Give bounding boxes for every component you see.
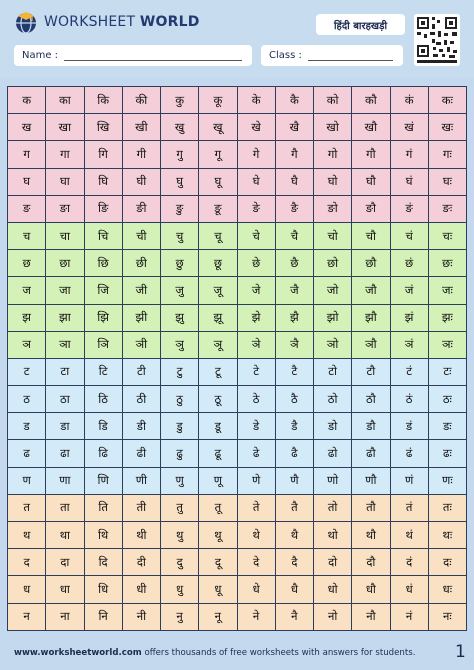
letter-cell: ञि — [84, 331, 122, 358]
letter-cell: नः — [428, 603, 466, 630]
letter-cell: नै — [275, 603, 313, 630]
letter-cell: खी — [122, 114, 160, 141]
letter-cell: चा — [46, 222, 84, 249]
letter-cell: ञो — [314, 331, 352, 358]
letter-cell: ड — [8, 413, 46, 440]
letter-cell: दः — [428, 549, 466, 576]
letter-cell: जि — [84, 277, 122, 304]
letter-cell: चौ — [352, 222, 390, 249]
letter-cell: ञः — [428, 331, 466, 358]
letter-cell: कः — [428, 87, 466, 114]
table-row — [8, 304, 467, 331]
letter-cell: छै — [275, 250, 313, 277]
letter-cell: छा — [46, 250, 84, 277]
letter-cell: त — [8, 494, 46, 521]
letter-cell: जः — [428, 277, 466, 304]
letter-cell: टू — [199, 358, 237, 385]
letter-cell: ढः — [428, 440, 466, 467]
letter-cell: झू — [199, 304, 237, 331]
letter-cell: डो — [314, 413, 352, 440]
letter-cell: ढे — [237, 440, 275, 467]
header — [0, 0, 474, 78]
letter-cell: ङै — [275, 195, 313, 222]
letter-cell: दि — [84, 549, 122, 576]
letter-cell: ठ — [8, 386, 46, 413]
globe-logo-icon — [14, 10, 38, 34]
letter-cell: झा — [46, 304, 84, 331]
letter-cell: घू — [199, 168, 237, 195]
letter-cell: खै — [275, 114, 313, 141]
logo[interactable] — [14, 9, 200, 35]
letter-cell: जं — [390, 277, 428, 304]
letter-cell: थै — [275, 522, 313, 549]
letter-cell: टा — [46, 358, 84, 385]
letter-cell: खु — [161, 114, 199, 141]
letter-cell: ङे — [237, 195, 275, 222]
letter-cell: ठी — [122, 386, 160, 413]
letter-cell: णः — [428, 467, 466, 494]
table-row — [8, 603, 467, 630]
letter-cell: घी — [122, 168, 160, 195]
letter-cell: डु — [161, 413, 199, 440]
letter-cell: गि — [84, 141, 122, 168]
letter-cell: ढौ — [352, 440, 390, 467]
letter-cell: ञै — [275, 331, 313, 358]
letter-cell: धो — [314, 576, 352, 603]
letter-cell: कं — [390, 87, 428, 114]
letter-cell: टि — [84, 358, 122, 385]
letter-cell: गै — [275, 141, 313, 168]
letter-cell: ति — [84, 494, 122, 521]
letter-cell: धू — [199, 576, 237, 603]
letter-cell: झै — [275, 304, 313, 331]
letter-cell: टौ — [352, 358, 390, 385]
letter-cell: को — [314, 87, 352, 114]
letter-cell: दी — [122, 549, 160, 576]
letter-cell: खौ — [352, 114, 390, 141]
letter-cell: ची — [122, 222, 160, 249]
letter-cell: णे — [237, 467, 275, 494]
letter-cell: ञौ — [352, 331, 390, 358]
footer-url[interactable]: www.worksheetworld.com — [14, 648, 142, 658]
table-row — [8, 331, 467, 358]
letter-cell: दौ — [352, 549, 390, 576]
letter-cell: झौ — [352, 304, 390, 331]
letter-cell: टो — [314, 358, 352, 385]
letter-cell: डौ — [352, 413, 390, 440]
letter-cell: घ — [8, 168, 46, 195]
letter-cell: चू — [199, 222, 237, 249]
letter-cell: खे — [237, 114, 275, 141]
letter-cell: कि — [84, 87, 122, 114]
letter-cell: ञे — [237, 331, 275, 358]
letter-cell: धि — [84, 576, 122, 603]
letter-cell: गे — [237, 141, 275, 168]
letter-cell: क — [8, 87, 46, 114]
letter-cell: घौ — [352, 168, 390, 195]
letter-cell: नौ — [352, 603, 390, 630]
letter-cell: डै — [275, 413, 313, 440]
table-row — [8, 250, 467, 277]
letter-cell: गौ — [352, 141, 390, 168]
letter-cell: गो — [314, 141, 352, 168]
letter-cell: डे — [237, 413, 275, 440]
letter-cell: दा — [46, 549, 84, 576]
letter-cell: खि — [84, 114, 122, 141]
letter-cell: ङा — [46, 195, 84, 222]
logo-text: WORKSHEET WORLD — [44, 14, 200, 30]
letter-cell: दं — [390, 549, 428, 576]
letter-cell: तू — [199, 494, 237, 521]
table-row — [8, 522, 467, 549]
letter-cell: डः — [428, 413, 466, 440]
letter-cell: ठो — [314, 386, 352, 413]
letter-cell: गा — [46, 141, 84, 168]
letter-cell: णौ — [352, 467, 390, 494]
letter-cell: णी — [122, 467, 160, 494]
letter-cell: ढू — [199, 440, 237, 467]
letter-cell: ङी — [122, 195, 160, 222]
letter-cell: छि — [84, 250, 122, 277]
letter-cell: नं — [390, 603, 428, 630]
letter-cell: झः — [428, 304, 466, 331]
letter-cell: घि — [84, 168, 122, 195]
letter-cell: चो — [314, 222, 352, 249]
letter-cell: तं — [390, 494, 428, 521]
letter-cell: छे — [237, 250, 275, 277]
table-row — [8, 87, 467, 114]
letter-cell: छी — [122, 250, 160, 277]
letter-cell: दे — [237, 549, 275, 576]
letter-cell: कौ — [352, 87, 390, 114]
letter-cell: जू — [199, 277, 237, 304]
letter-cell: ज — [8, 277, 46, 304]
letter-cell: ङु — [161, 195, 199, 222]
letter-cell: घं — [390, 168, 428, 195]
letter-cell: नु — [161, 603, 199, 630]
letter-cell: ध — [8, 576, 46, 603]
letter-cell: ठे — [237, 386, 275, 413]
letter-cell: णि — [84, 467, 122, 494]
letter-cell: डी — [122, 413, 160, 440]
footer-tagline: offers thousands of free worksheets with answers for students. — [141, 648, 416, 658]
letter-cell: ती — [122, 494, 160, 521]
letter-cell: थे — [237, 522, 275, 549]
letter-cell: ञं — [390, 331, 428, 358]
letter-cell: झं — [390, 304, 428, 331]
letter-cell: गु — [161, 141, 199, 168]
letter-cell: ट — [8, 358, 46, 385]
table-row — [8, 386, 467, 413]
letter-cell: थी — [122, 522, 160, 549]
letter-cell: नो — [314, 603, 352, 630]
letter-cell: झ — [8, 304, 46, 331]
letter-cell: ढ — [8, 440, 46, 467]
letter-cell: तै — [275, 494, 313, 521]
letter-cell: ञ — [8, 331, 46, 358]
letter-cell: डू — [199, 413, 237, 440]
letter-cell: घु — [161, 168, 199, 195]
letter-cell: की — [122, 87, 160, 114]
letter-cell: नि — [84, 603, 122, 630]
letter-cell: ढु — [161, 440, 199, 467]
letter-cell: धः — [428, 576, 466, 603]
letter-cell: टी — [122, 358, 160, 385]
letter-cell: ढी — [122, 440, 160, 467]
footer-text — [14, 648, 415, 658]
letter-cell: चः — [428, 222, 466, 249]
letter-cell: तौ — [352, 494, 390, 521]
letter-cell: दू — [199, 549, 237, 576]
table-row — [8, 358, 467, 385]
letter-cell: जै — [275, 277, 313, 304]
letter-cell: थ — [8, 522, 46, 549]
letter-cell: थु — [161, 522, 199, 549]
letter-cell: तो — [314, 494, 352, 521]
class-field[interactable] — [261, 45, 403, 66]
letter-cell: थं — [390, 522, 428, 549]
letter-cell: द — [8, 549, 46, 576]
letter-cell: था — [46, 522, 84, 549]
letter-cell: चे — [237, 222, 275, 249]
letter-cell: ङो — [314, 195, 352, 222]
letter-cell: धै — [275, 576, 313, 603]
table-row — [8, 195, 467, 222]
letter-cell: डा — [46, 413, 84, 440]
page-number: 1 — [455, 642, 466, 662]
letter-cell: जी — [122, 277, 160, 304]
name-line[interactable] — [64, 51, 242, 61]
qr-code-icon[interactable] — [414, 14, 460, 66]
letter-cell: ढं — [390, 440, 428, 467]
letter-cell: ढि — [84, 440, 122, 467]
letter-cell: न — [8, 603, 46, 630]
letter-cell: धी — [122, 576, 160, 603]
name-field[interactable] — [14, 45, 252, 66]
letter-cell: झु — [161, 304, 199, 331]
letter-cell: ङं — [390, 195, 428, 222]
letter-cell: खं — [390, 114, 428, 141]
letter-cell: ढै — [275, 440, 313, 467]
letter-cell: जु — [161, 277, 199, 304]
table-row — [8, 576, 467, 603]
letter-cell: घो — [314, 168, 352, 195]
letter-cell: घे — [237, 168, 275, 195]
letter-cell: ठौ — [352, 386, 390, 413]
letter-cell: कू — [199, 87, 237, 114]
letter-cell: ढा — [46, 440, 84, 467]
letter-cell: डं — [390, 413, 428, 440]
table-row — [8, 168, 467, 195]
letter-cell: ञु — [161, 331, 199, 358]
letter-cell: घः — [428, 168, 466, 195]
letter-cell: ठं — [390, 386, 428, 413]
letter-cell: णु — [161, 467, 199, 494]
letter-cell: नी — [122, 603, 160, 630]
letter-cell: दो — [314, 549, 352, 576]
letter-cell: नू — [199, 603, 237, 630]
letter-cell: ग — [8, 141, 46, 168]
letter-cell: ङ — [8, 195, 46, 222]
letter-cell: ते — [237, 494, 275, 521]
letter-cell: थि — [84, 522, 122, 549]
letter-cell: च — [8, 222, 46, 249]
letter-cell: ना — [46, 603, 84, 630]
letter-cell: खा — [46, 114, 84, 141]
letter-cell: ढो — [314, 440, 352, 467]
table-row — [8, 467, 467, 494]
letter-cell: छु — [161, 250, 199, 277]
letter-cell: जौ — [352, 277, 390, 304]
letter-cell: तु — [161, 494, 199, 521]
letter-cell: ने — [237, 603, 275, 630]
letter-cell: दै — [275, 549, 313, 576]
letter-cell: णं — [390, 467, 428, 494]
letter-cell: णै — [275, 467, 313, 494]
name-label: Name : — [22, 50, 59, 61]
letter-cell: ञी — [122, 331, 160, 358]
letter-cell: धं — [390, 576, 428, 603]
letter-cell: ङि — [84, 195, 122, 222]
letter-cell: ठि — [84, 386, 122, 413]
letter-cell: छू — [199, 250, 237, 277]
letter-cell: ठः — [428, 386, 466, 413]
letter-cell: ठै — [275, 386, 313, 413]
letter-cell: टं — [390, 358, 428, 385]
letter-cell: चु — [161, 222, 199, 249]
letter-cell: झे — [237, 304, 275, 331]
table-row — [8, 114, 467, 141]
letter-cell: छः — [428, 250, 466, 277]
letter-cell: ख — [8, 114, 46, 141]
letter-cell: धे — [237, 576, 275, 603]
letter-cell: कु — [161, 87, 199, 114]
footer — [0, 638, 474, 670]
letter-cell: ठु — [161, 386, 199, 413]
table-row — [8, 413, 467, 440]
letter-cell: ण — [8, 467, 46, 494]
letter-cell: झी — [122, 304, 160, 331]
letter-cell: टु — [161, 358, 199, 385]
barahkhadi-table — [7, 86, 467, 631]
letter-cell: दु — [161, 549, 199, 576]
class-label: Class : — [269, 50, 302, 61]
worksheet-title: हिंदी बारहखड़ी — [316, 14, 405, 35]
letter-cell: छौ — [352, 250, 390, 277]
letter-cell: धौ — [352, 576, 390, 603]
letter-cell: ञा — [46, 331, 84, 358]
letter-cell: थः — [428, 522, 466, 549]
letter-cell: धा — [46, 576, 84, 603]
table-row — [8, 222, 467, 249]
letter-cell: चै — [275, 222, 313, 249]
letter-cell: गं — [390, 141, 428, 168]
letter-cell: जे — [237, 277, 275, 304]
letter-cell: ङू — [199, 195, 237, 222]
letter-cell: का — [46, 87, 84, 114]
letter-cell: थौ — [352, 522, 390, 549]
class-line[interactable] — [308, 51, 393, 61]
letter-cell: ठू — [199, 386, 237, 413]
table-row — [8, 549, 467, 576]
letter-cell: धु — [161, 576, 199, 603]
letter-cell: टः — [428, 358, 466, 385]
letter-cell: थू — [199, 522, 237, 549]
letter-cell: ठा — [46, 386, 84, 413]
letter-cell: चि — [84, 222, 122, 249]
letter-cell: के — [237, 87, 275, 114]
table-row — [8, 494, 467, 521]
letter-cell: ङौ — [352, 195, 390, 222]
letter-cell: गी — [122, 141, 160, 168]
table-row — [8, 277, 467, 304]
letter-cell: चं — [390, 222, 428, 249]
table-row — [8, 141, 467, 168]
letter-cell: खू — [199, 114, 237, 141]
letter-cell: घै — [275, 168, 313, 195]
letter-cell: छं — [390, 250, 428, 277]
letter-cell: जो — [314, 277, 352, 304]
letter-cell: छ — [8, 250, 46, 277]
letter-cell: खः — [428, 114, 466, 141]
letter-cell: झि — [84, 304, 122, 331]
letter-cell: खो — [314, 114, 352, 141]
letter-cell: गः — [428, 141, 466, 168]
letter-cell: डि — [84, 413, 122, 440]
letter-cell: तः — [428, 494, 466, 521]
letter-cell: णो — [314, 467, 352, 494]
letter-cell: जा — [46, 277, 84, 304]
letter-cell: थो — [314, 522, 352, 549]
letter-cell: ता — [46, 494, 84, 521]
letter-cell: घा — [46, 168, 84, 195]
letter-cell: टे — [237, 358, 275, 385]
letter-cell: गू — [199, 141, 237, 168]
letter-cell: छो — [314, 250, 352, 277]
letter-cell: णू — [199, 467, 237, 494]
letter-cell: झो — [314, 304, 352, 331]
letter-cell: टै — [275, 358, 313, 385]
letter-cell: ञू — [199, 331, 237, 358]
letter-cell: कै — [275, 87, 313, 114]
letter-cell: णा — [46, 467, 84, 494]
table-row — [8, 440, 467, 467]
letter-cell: ङः — [428, 195, 466, 222]
